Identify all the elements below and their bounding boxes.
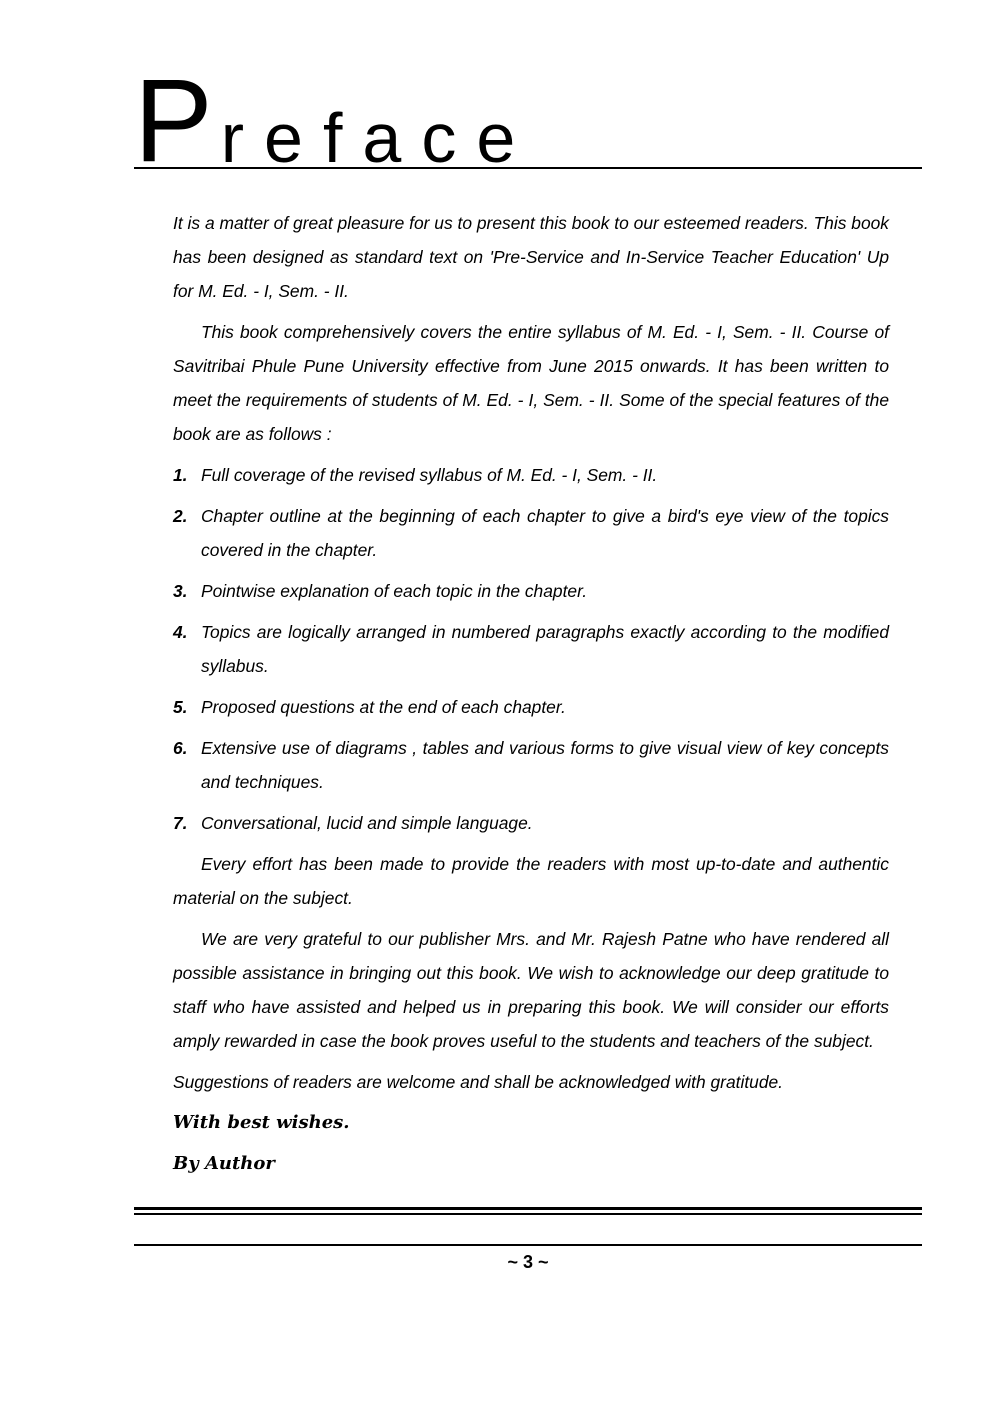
closing-author: By Author: [173, 1153, 275, 1174]
suggestions-paragraph: Suggestions of readers are welcome and shall be acknowledged with gratitude.: [173, 1072, 784, 1092]
closing-wishes: With best wishes.: [173, 1112, 350, 1133]
list-item-number: 7.: [173, 813, 188, 833]
effort-paragraph: Every effort has been made to provide the readers with most up-to-date and authentic material on the subject.: [173, 854, 889, 908]
intro-paragraph: It is a matter of great pleasure for us to present this book to our esteemed readers. This book has been designed as standard text on 'Pre-Service and In-Service Teacher Education' Up for M. Ed. - I, Sem. - II.: [173, 213, 889, 301]
list-item-text: Pointwise explanation of each topic in the chapter.: [201, 581, 588, 601]
features-list: [173, 458, 889, 840]
list-item-text: Extensive use of diagrams , tables and various forms to give visual view of key concepts and techniques.: [201, 738, 889, 792]
list-item-text: Conversational, lucid and simple language.: [201, 813, 533, 833]
list-item: [173, 806, 889, 840]
gratitude-paragraph: We are very grateful to our publisher Mrs. and Mr. Rajesh Patne who have rendered all possible assistance in bringing out this book. We wish to acknowledge our deep gratitude to staff who have assisted and helped us in preparing this book. We will consider our efforts amply rewarded in case the book proves useful to the students and teachers of the subject.: [173, 929, 889, 1051]
list-item-number: 4.: [173, 622, 188, 642]
list-item: [173, 574, 889, 608]
list-item-number: 6.: [173, 738, 188, 758]
title-initial: P: [134, 54, 213, 187]
list-item: [173, 458, 889, 492]
list-item-number: 5.: [173, 697, 188, 717]
list-item-number: 3.: [173, 581, 188, 601]
closing-double-rule: [134, 1207, 922, 1215]
list-item-number: 2.: [173, 506, 188, 526]
list-item: [173, 499, 889, 567]
rule-thin: [134, 1213, 922, 1215]
list-item-text: Chapter outline at the beginning of each chapter to give a bird's eye view of the topics covered in the chapter.: [201, 506, 889, 560]
list-item: [173, 690, 889, 724]
title-underline: [134, 167, 922, 169]
list-item-number: 1.: [173, 465, 188, 485]
rule-thick: [134, 1207, 922, 1210]
list-item: [173, 615, 889, 683]
page-title: [134, 54, 536, 187]
list-item-text: Proposed questions at the end of each chapter.: [201, 697, 566, 717]
preface-body: [173, 206, 889, 1188]
list-item-text: Full coverage of the revised syllabus of M. Ed. - I, Sem. - II.: [201, 465, 658, 485]
footer-rule: [134, 1244, 922, 1246]
page-number: ~ 3 ~: [507, 1252, 549, 1272]
title-rest: reface: [220, 99, 536, 177]
list-item: [173, 731, 889, 799]
list-item-text: Topics are logically arranged in numbered paragraphs exactly according to the modified syllabus.: [201, 622, 889, 676]
coverage-paragraph: This book comprehensively covers the entire syllabus of M. Ed. - I, Sem. - II. Course of Savitribai Phule Pune University effective from June 2015 onwards. It has been written to meet the requirements of students of M. Ed. - I, Sem. - II. Some of the special features of the book are as follows :: [173, 322, 889, 444]
